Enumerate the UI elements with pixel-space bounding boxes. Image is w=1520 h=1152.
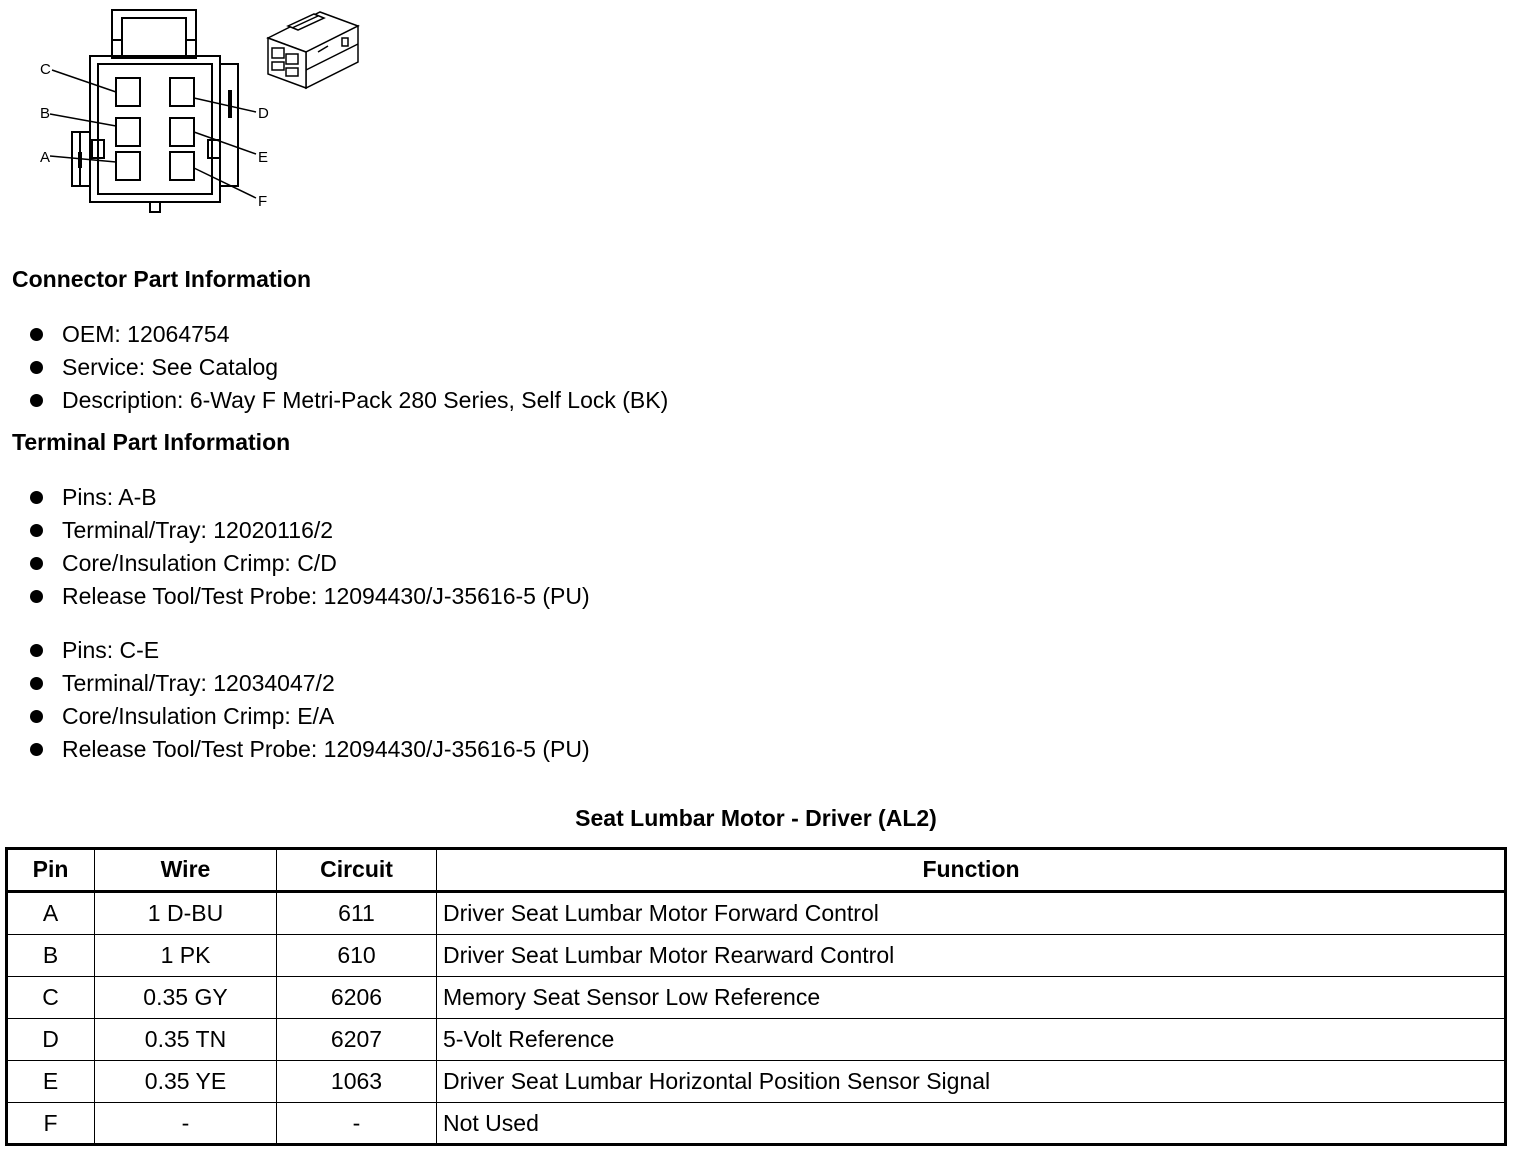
cell-function: Not Used: [437, 1103, 1506, 1145]
pin-label-a: A: [40, 149, 51, 166]
table-row: [7, 1061, 1506, 1103]
column-header-function: Function: [437, 849, 1506, 892]
list-item: Service: See Catalog: [28, 351, 668, 384]
list-item: Pins: C-E: [28, 634, 590, 667]
pin-label-d: D: [258, 105, 269, 122]
list-item: Core/Insulation Crimp: C/D: [28, 547, 590, 580]
cell-function: Driver Seat Lumbar Motor Rearward Control: [437, 935, 1506, 977]
cell-function: Driver Seat Lumbar Horizontal Position Sensor Signal: [437, 1061, 1506, 1103]
list-item: OEM: 12064754: [28, 318, 668, 351]
table-row: [7, 1019, 1506, 1061]
cell-wire: 0.35 TN: [95, 1019, 277, 1061]
cell-circuit: 6207: [277, 1019, 437, 1061]
table-row: [7, 892, 1506, 935]
cell-function: Memory Seat Sensor Low Reference: [437, 977, 1506, 1019]
pin-label-f: F: [258, 193, 268, 210]
connector-info-list: [28, 318, 668, 417]
list-item: Core/Insulation Crimp: E/A: [28, 700, 590, 733]
cell-pin: C: [7, 977, 95, 1019]
cell-wire: 0.35 GY: [95, 977, 277, 1019]
list-item: Pins: A-B: [28, 481, 590, 514]
terminal-info-list-1: [28, 481, 590, 613]
column-header-wire: Wire: [95, 849, 277, 892]
table-row: [7, 977, 1506, 1019]
pin-label-c: C: [40, 61, 51, 78]
pin-label-e: E: [258, 149, 269, 166]
pinout-table: [6, 848, 1506, 1145]
table-header-row: [7, 849, 1506, 892]
column-header-circuit: Circuit: [277, 849, 437, 892]
cell-circuit: -: [277, 1103, 437, 1145]
connector-face-diagram: [0, 0, 290, 220]
cell-function: Driver Seat Lumbar Motor Forward Control: [437, 892, 1506, 935]
list-item: Release Tool/Test Probe: 12094430/J-35616-5 (PU): [28, 733, 590, 766]
cell-wire: 1 PK: [95, 935, 277, 977]
cell-circuit: 611: [277, 892, 437, 935]
cell-function: 5-Volt Reference: [437, 1019, 1506, 1061]
cell-pin: B: [7, 935, 95, 977]
cell-pin: A: [7, 892, 95, 935]
cell-wire: 1 D-BU: [95, 892, 277, 935]
list-item: Release Tool/Test Probe: 12094430/J-35616-5 (PU): [28, 580, 590, 613]
list-item: Terminal/Tray: 12020116/2: [28, 514, 590, 547]
cell-circuit: 1063: [277, 1061, 437, 1103]
table-row: [7, 1103, 1506, 1145]
terminal-info-heading: Terminal Part Information: [12, 429, 291, 455]
list-item: Description: 6-Way F Metri-Pack 280 Series, Self Lock (BK): [28, 384, 668, 417]
terminal-info-list-2: [28, 634, 590, 766]
list-item: Terminal/Tray: 12034047/2: [28, 667, 590, 700]
table-row: [7, 935, 1506, 977]
table-title: Seat Lumbar Motor - Driver (AL2): [575, 805, 937, 831]
cell-circuit: 610: [277, 935, 437, 977]
cell-circuit: 6206: [277, 977, 437, 1019]
cell-pin: D: [7, 1019, 95, 1061]
cell-pin: E: [7, 1061, 95, 1103]
cell-pin: F: [7, 1103, 95, 1145]
cell-wire: -: [95, 1103, 277, 1145]
cell-wire: 0.35 YE: [95, 1061, 277, 1103]
pin-label-b: B: [40, 105, 51, 122]
connector-info-heading: Connector Part Information: [12, 266, 312, 292]
column-header-pin: Pin: [7, 849, 95, 892]
connector-isometric-icon: [258, 0, 368, 100]
